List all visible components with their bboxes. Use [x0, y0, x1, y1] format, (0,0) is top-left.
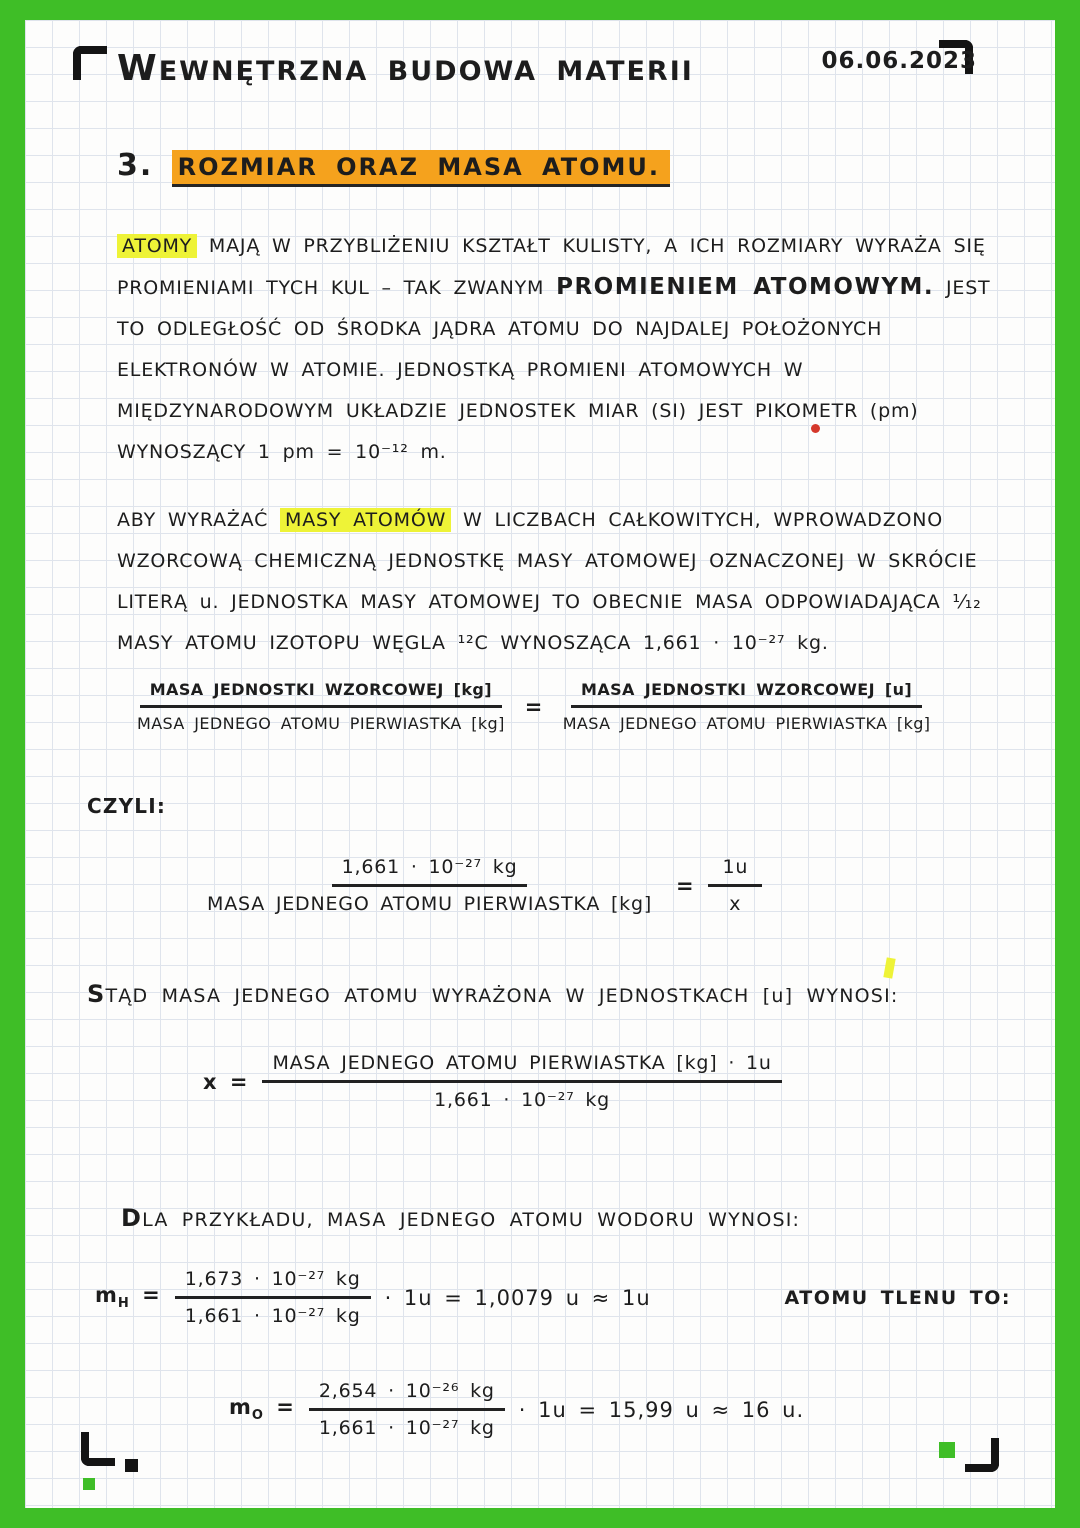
equation-lhs: [95, 1283, 161, 1311]
section-number: 3.: [117, 148, 154, 183]
text-run: MAJĄ W PRZYBLIŻENIU KSZTAŁT KULISTY, A ICH ROZMIARY WYRAŻA SIĘ PROMIENIAMI TYCH KUL – TAK ZWANYM: [117, 235, 986, 299]
highlight-masy-atomow: MASY ATOMÓW: [280, 508, 451, 532]
text-run-bold: PROMIENIEM ATOMOWYM.: [556, 274, 935, 300]
equation-mass-ratio: [127, 680, 940, 733]
equals-sign: =: [524, 694, 543, 719]
text-run: W LICZBACH CAŁKOWITYCH, WPROWADZONO WZORCOWĄ CHEMICZNĄ JEDNOSTKĘ MASY ATOMOWEJ OZNACZONEJ W SKRÓCIE LITERĄ u. JEDNOSTKA MASY ATOMOWEJ TO OBECNIE MASA ODPOWIADAJĄCA ¹⁄₁₂ MASY ATOMU IZOTOPU WĘGLA ¹²C WYNOSZĄCA 1,661 · 10⁻²⁷ kg.: [117, 509, 982, 654]
equation-oxygen: [229, 1380, 804, 1439]
fraction-numerator: 1u: [708, 856, 762, 887]
section-heading: [117, 148, 670, 183]
equation-hydrogen-row: [95, 1268, 1011, 1327]
fraction-numerator: 1,673 · 10⁻²⁷ kg: [175, 1268, 371, 1299]
fraction-numerator: MASA JEDNOSTKI WZORCOWEJ [kg]: [140, 680, 502, 708]
equals-sign: =: [276, 1395, 295, 1420]
fraction: [175, 1268, 371, 1327]
equals-sign: =: [676, 873, 695, 898]
equation-result: · 1u = 15,99 u ≈ 16 u.: [518, 1397, 805, 1422]
side-note-oxygen: ATOMU TLENU TO:: [784, 1286, 1011, 1309]
variable-m: m: [95, 1283, 118, 1308]
fraction-denominator: MASA JEDNEGO ATOMU PIERWIASTKA [kg]: [137, 714, 505, 733]
fraction-denominator: MASA JEDNEGO ATOMU PIERWIASTKA [kg]: [207, 893, 653, 915]
equation-hydrogen: [95, 1268, 651, 1327]
highlight-atomy: ATOMY: [117, 234, 197, 258]
fraction-right: [708, 856, 762, 915]
fraction-denominator: 1,661 · 10⁻²⁷ kg: [318, 1417, 495, 1439]
fraction-left: [127, 680, 515, 733]
text-run: JEST TO ODLEGŁOŚĆ OD ŚRODKA JĄDRA ATOMU DO NAJDALEJ POŁOŻONYCH ELEKTRONÓW W ATOMIE. JEDNOSTKĄ PROMIENI ATOMOWYCH W MIĘDZYNARODOWYM UKŁADZIE JEDNOSTEK MIAR (SI) JEST PIKOMETR (pm) WYNOSZĄCY 1 pm = 10⁻¹² m.: [117, 277, 991, 463]
notebook-paper: [25, 20, 1055, 1508]
label-example: DLA PRZYKŁADU, MASA JEDNEGO ATOMU WODORU WYNOSI:: [121, 1204, 801, 1232]
notes-content: [25, 20, 1055, 1508]
equation-unit-over-mass: [197, 856, 762, 915]
text-run: ABY WYRAŻAĆ: [117, 509, 281, 531]
fraction-left: [197, 856, 662, 915]
fraction-numerator: 1,661 · 10⁻²⁷ kg: [332, 856, 528, 887]
fraction-denominator: MASA JEDNEGO ATOMU PIERWIASTKA [kg]: [562, 714, 931, 733]
variable-subscript-o: O: [251, 1408, 264, 1424]
equation-lhs: x =: [203, 1069, 249, 1094]
variable-m: m: [229, 1395, 252, 1420]
fraction-denominator: 1,661 · 10⁻²⁷ kg: [434, 1089, 611, 1111]
page-title: WEWNĘTRZNA BUDOWA MATERII: [117, 48, 694, 89]
equation-result: · 1u = 1,0079 u ≈ 1u: [384, 1285, 651, 1310]
paragraph-atom-size: [117, 226, 1015, 473]
page-date: 06.06.2023: [821, 48, 977, 74]
variable-subscript-h: H: [117, 1296, 130, 1312]
fraction-right: [553, 680, 941, 733]
section-heading-text: ROZMIAR ORAZ MASA ATOMU.: [172, 150, 670, 187]
label-czyli: CZYLI:: [87, 794, 167, 818]
fraction-denominator: x: [729, 893, 742, 915]
equation-lhs: [229, 1395, 295, 1423]
page-header: [117, 48, 977, 89]
fraction-denominator: 1,661 · 10⁻²⁷ kg: [184, 1305, 361, 1327]
label-stad: STĄD MASA JEDNEGO ATOMU WYRAŻONA W JEDNOSTKACH [u] WYNOSI:: [87, 980, 899, 1008]
fraction-numerator: 2,654 · 10⁻²⁶ kg: [309, 1380, 505, 1411]
fraction-numerator: MASA JEDNOSTKI WZORCOWEJ [u]: [571, 680, 922, 708]
equals-sign: =: [142, 1283, 161, 1308]
paragraph-atomic-mass: [117, 500, 1033, 664]
fraction: [309, 1380, 505, 1439]
equation-x-formula: [203, 1052, 782, 1111]
fraction: [262, 1052, 781, 1111]
fraction-numerator: MASA JEDNEGO ATOMU PIERWIASTKA [kg] · 1u: [262, 1052, 781, 1083]
